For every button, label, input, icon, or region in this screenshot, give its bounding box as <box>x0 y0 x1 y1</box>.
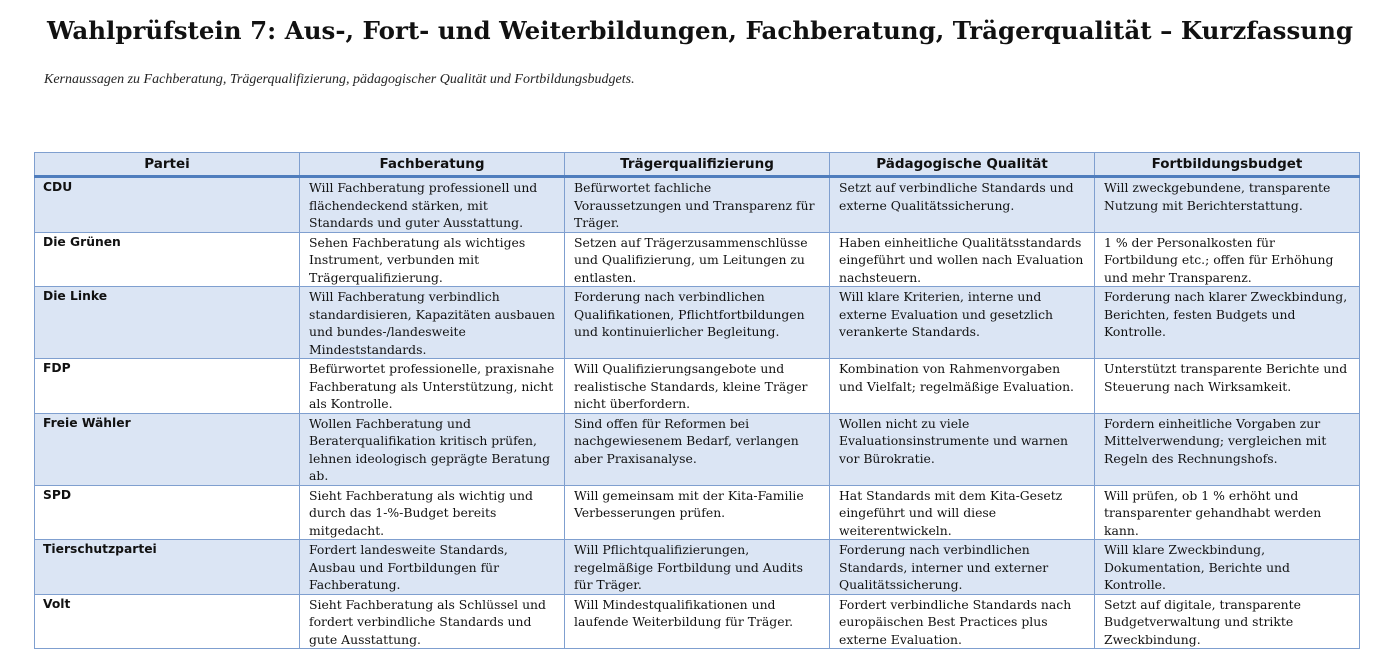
cell-fachberatung: Will Fachberatung verbindlich standardisieren, Kapazitäten ausbauen und bundes-/landesweite Mindeststandards. <box>300 287 565 359</box>
cell-fortbildungsbudget: Setzt auf digitale, transparente Budgetverwaltung und strikte Zweckbindung. <box>1095 594 1360 649</box>
header-fachberatung: Fachberatung <box>300 153 565 177</box>
cell-traegerqualifizierung: Setzen auf Trägerzusammenschlüsse und Qualifizierung, um Leitungen zu entlasten. <box>565 232 830 287</box>
cell-party: Volt <box>35 594 300 649</box>
cell-fachberatung: Sieht Fachberatung als Schlüssel und fordert verbindliche Standards und gute Ausstattung. <box>300 594 565 649</box>
cell-fachberatung: Wollen Fachberatung und Beraterqualifikation kritisch prüfen, lehnen ideologisch geprägte Beratung ab. <box>300 413 565 485</box>
cell-fortbildungsbudget: Fordern einheitliche Vorgaben zur Mittelverwendung; vergleichen mit Regeln des Rechnungshofs. <box>1095 413 1360 485</box>
cell-fachberatung: Sieht Fachberatung als wichtig und durch das 1-%-Budget bereits mitgedacht. <box>300 485 565 540</box>
cell-paedagogische-qualitaet: Kombination von Rahmenvorgaben und Vielfalt; regelmäßige Evaluation. <box>830 359 1095 414</box>
cell-paedagogische-qualitaet: Setzt auf verbindliche Standards und externe Qualitätssicherung. <box>830 177 1095 233</box>
cell-paedagogische-qualitaet: Wollen nicht zu viele Evaluationsinstrumente und warnen vor Bürokratie. <box>830 413 1095 485</box>
header-traegerqualifizierung: Trägerqualifizierung <box>565 153 830 177</box>
cell-party: Tierschutzpartei <box>35 540 300 595</box>
cell-paedagogische-qualitaet: Fordert verbindliche Standards nach europäischen Best Practices plus externe Evaluation. <box>830 594 1095 649</box>
table-header-row <box>35 153 1360 177</box>
cell-party: CDU <box>35 177 300 233</box>
page-subtitle: Kernaussagen zu Fachberatung, Trägerqualifizierung, pädagogischer Qualität und Fortbildungsbudgets. <box>44 72 635 87</box>
table-row <box>35 177 1360 233</box>
table-row <box>35 413 1360 485</box>
cell-fortbildungsbudget: 1 % der Personalkosten für Fortbildung etc.; offen für Erhöhung und mehr Transparenz. <box>1095 232 1360 287</box>
cell-fortbildungsbudget: Forderung nach klarer Zweckbindung, Berichten, festen Budgets und Kontrolle. <box>1095 287 1360 359</box>
cell-traegerqualifizierung: Will Mindestqualifikationen und laufende Weiterbildung für Träger. <box>565 594 830 649</box>
cell-party: Die Grünen <box>35 232 300 287</box>
cell-paedagogische-qualitaet: Forderung nach verbindlichen Standards, interner und externer Qualitätssicherung. <box>830 540 1095 595</box>
table-row <box>35 485 1360 540</box>
table-row <box>35 359 1360 414</box>
table-row <box>35 540 1360 595</box>
cell-traegerqualifizierung: Will gemeinsam mit der Kita-Familie Verbesserungen prüfen. <box>565 485 830 540</box>
cell-party: FDP <box>35 359 300 414</box>
page-title: Wahlprüfstein 7: Aus-, Fort- und Weiterbildungen, Fachberatung, Trägerqualität – Kurzfassung <box>46 16 1354 45</box>
table-row <box>35 594 1360 649</box>
cell-party: SPD <box>35 485 300 540</box>
cell-fachberatung: Befürwortet professionelle, praxisnahe Fachberatung als Unterstützung, nicht als Kontrolle. <box>300 359 565 414</box>
header-fortbildungsbudget: Fortbildungsbudget <box>1095 153 1360 177</box>
cell-traegerqualifizierung: Will Pflichtqualifizierungen, regelmäßige Fortbildung und Audits für Träger. <box>565 540 830 595</box>
cell-traegerqualifizierung: Will Qualifizierungsangebote und realistische Standards, kleine Träger nicht überfordern. <box>565 359 830 414</box>
table-row <box>35 232 1360 287</box>
header-paedagogische-qualitaet: Pädagogische Qualität <box>830 153 1095 177</box>
cell-fortbildungsbudget: Will zweckgebundene, transparente Nutzung mit Berichterstattung. <box>1095 177 1360 233</box>
cell-party: Freie Wähler <box>35 413 300 485</box>
cell-paedagogische-qualitaet: Hat Standards mit dem Kita-Gesetz eingeführt und will diese weiterentwickeln. <box>830 485 1095 540</box>
cell-paedagogische-qualitaet: Haben einheitliche Qualitätsstandards eingeführt und wollen nach Evaluation nachsteuern. <box>830 232 1095 287</box>
cell-traegerqualifizierung: Sind offen für Reformen bei nachgewiesenem Bedarf, verlangen aber Praxisanalyse. <box>565 413 830 485</box>
cell-fachberatung: Sehen Fachberatung als wichtiges Instrument, verbunden mit Trägerqualifizierung. <box>300 232 565 287</box>
header-partei: Partei <box>35 153 300 177</box>
cell-fachberatung: Will Fachberatung professionell und flächendeckend stärken, mit Standards und guter Ausstattung. <box>300 177 565 233</box>
cell-fortbildungsbudget: Will prüfen, ob 1 % erhöht und transparenter gehandhabt werden kann. <box>1095 485 1360 540</box>
cell-traegerqualifizierung: Befürwortet fachliche Voraussetzungen und Transparenz für Träger. <box>565 177 830 233</box>
table-row <box>35 287 1360 359</box>
cell-paedagogische-qualitaet: Will klare Kriterien, interne und externe Evaluation und gesetzlich verankerte Standards. <box>830 287 1095 359</box>
party-comparison-table <box>34 152 1360 649</box>
cell-party: Die Linke <box>35 287 300 359</box>
cell-fortbildungsbudget: Will klare Zweckbindung, Dokumentation, Berichte und Kontrolle. <box>1095 540 1360 595</box>
cell-fortbildungsbudget: Unterstützt transparente Berichte und Steuerung nach Wirksamkeit. <box>1095 359 1360 414</box>
cell-traegerqualifizierung: Forderung nach verbindlichen Qualifikationen, Pflichtfortbildungen und kontinuierlicher Begleitung. <box>565 287 830 359</box>
cell-fachberatung: Fordert landesweite Standards, Ausbau und Fortbildungen für Fachberatung. <box>300 540 565 595</box>
